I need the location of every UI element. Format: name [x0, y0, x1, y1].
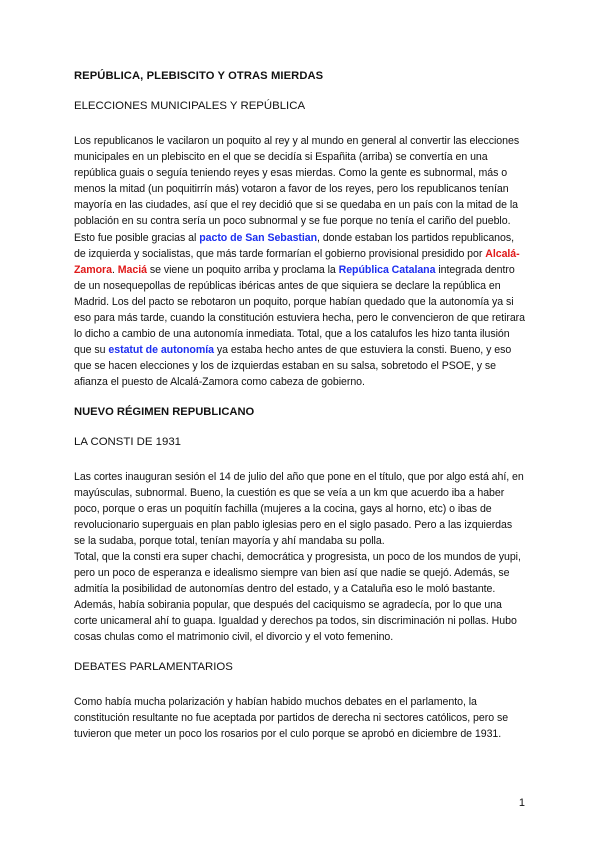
paragraph-text: se viene un poquito arriba y proclama la [146, 263, 339, 276]
paragraph-elecciones [74, 133, 526, 391]
paragraph-text: ya estaba hecho antes de que estuviera la consti. Bueno, y eso que se hacen elecciones y los de izquierdas estaban en su salsa, sobretodo el PSOE, y se afianza el puesto de Alcalá-Zamora como cabeza de gobierno. [74, 344, 512, 389]
paragraph-text: integrada dentro de un nosequepollas de repúblicas ibéricas antes de que siquiera se declare la república en Madrid. Los del pacto se rebotaron un poquito, porque habían quedado que la autonomía ya si eso para más tarde, cuando la constitución estuviera hecha, pero le convencieron de que retirara lo dicho a cambio de una autonomía inmediata. Total, que a los catalufos les hizo tanta ilusión que su [74, 263, 526, 357]
paragraph-text: , donde estaban los partidos republicanos, de izquierda y socialistas, que más tarde formarían el gobierno provisional presidido por [74, 231, 515, 260]
link-estatut-autonomia[interactable]: estatut de autonomía [108, 344, 214, 357]
section-heading-elecciones: ELECCIONES MUNICIPALES Y REPÚBLICA [74, 100, 306, 112]
link-republica-catalana[interactable]: República Catalana [338, 263, 436, 276]
paragraph-consti: Total, que la consti era super chachi, democrática y progresista, un poco de los mundos de yupi, pero un poco de esperanza e idealismo siempre van bien así que nadie se quejó. Además, se admitía la posibilidad de autonomías dentro del estado, y a Cataluña eso le moló bastante. Además, había sobirania popular, que después del caciquismo se agradecía, por lo que una corte unicameral ahí to guapa. Igualdad y derechos pa todos, sin discriminación ni pollas. Hubo cosas chulas como el matrimonio civil, el divorcio y el voto femenino. [74, 550, 521, 644]
paragraph-text: Los republicanos le vacilaron un poquito al rey y al mundo en general al convertir las elecciones municipales en un plebiscito en el que se decidía si Españita (arriba) se convertía en una república guais o seguía teniendo reyes y esas mierdas. Como la gente es subnormal, más o menos la mitad (un poquitirrín más) votaron a favor de los reyes, pero los republicanos tenían mayoría en las ciudades, así que el rey decidió que si se quedaba en un país con la mitad de la población en su contra sería un poco subnormal y se fue porque no tenía el cariño del pueblo. Esto fue posible gracias al [74, 135, 520, 244]
subheading-consti-1931: LA CONSTI DE 1931 [74, 435, 181, 448]
paragraph-text: . [111, 263, 118, 276]
document-content [74, 70, 526, 757]
link-pacto-san-sebastian[interactable]: pacto de San Sebastian [199, 231, 318, 244]
page-number: 1 [518, 797, 525, 809]
paragraph-cortes: Las cortes inauguran sesión el 14 de julio del año que pone en el título, que por algo está ahí, en mayúsculas, subnormal. Bueno, la cuestión es que se veía a un km que acuerdo iba a haber poco, porque o eras un poquitín fachilla (mujeres a la cocina, gays al horno, etc) o ibas de revolucionario superguais en plan pablo iglesias pero en el siglo pasado. Pero a las izquierdas se la sudaba, porque total, tenían mayoría y ahí mandaba su polla. [74, 470, 524, 547]
paragraph-debates: Como había mucha polarización y habían habido muchos debates en el parlamento, la constitución resultante no fue aceptada por partidos de derecha ni sectores católicos, pero se tuvieron que meter un poco los rosarios por el culo porque se aprobó en diciembre de 1931. [74, 695, 509, 740]
link-alcala-zamora[interactable]: Alcalá-Zamora [74, 247, 520, 276]
link-macia[interactable]: Maciá [117, 263, 147, 276]
subheading-debates: DEBATES PARLAMENTARIOS [74, 660, 233, 673]
section-heading-nuevo-regimen: NUEVO RÉGIMEN REPUBLICANO [74, 405, 255, 418]
document-title: REPÚBLICA, PLEBISCITO Y OTRAS MIERDAS [74, 70, 324, 82]
